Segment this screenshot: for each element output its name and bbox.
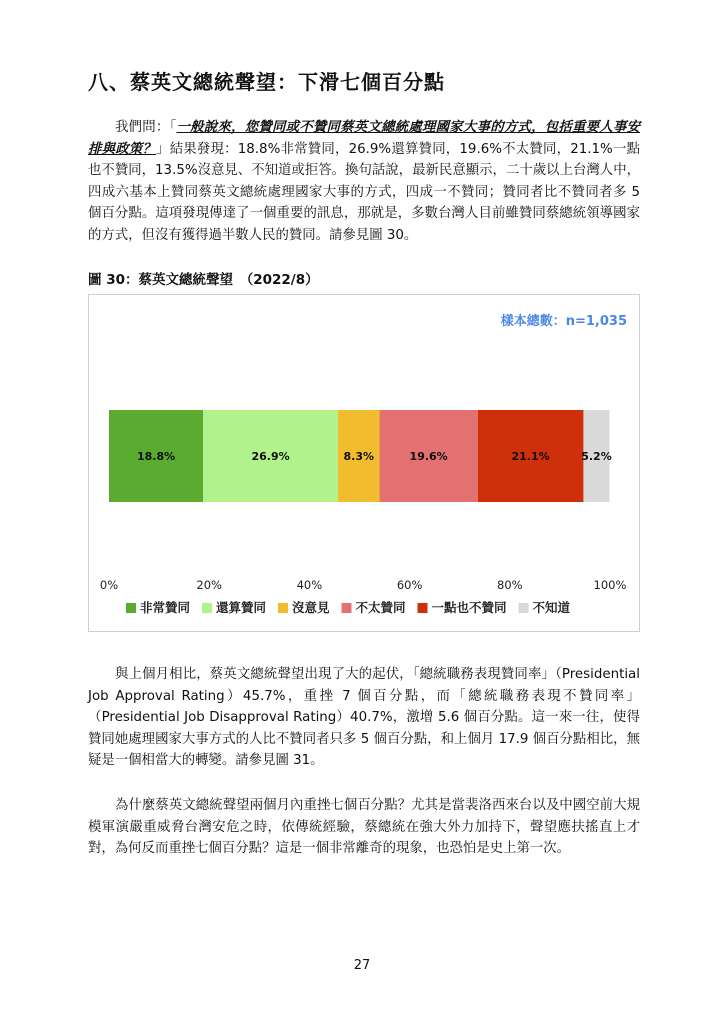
legend-swatch-2 — [202, 603, 212, 613]
data-label-6: 5.2% — [581, 450, 612, 463]
legend-swatch-4 — [342, 603, 352, 613]
chart-svg — [89, 295, 641, 633]
figure-caption: 圖 30：蔡英文總統聲望 （2022/8） — [88, 272, 319, 288]
legend-swatch-5 — [418, 603, 428, 613]
data-label-2: 26.9% — [251, 450, 290, 463]
legend-label-4: 不太贊同 — [355, 600, 406, 615]
intro-lead: 我們問：「 — [115, 120, 177, 135]
x-tick-label-3: 60% — [396, 578, 423, 592]
legend-label-5: 一點也不贊同 — [431, 600, 507, 615]
data-label-3: 8.3% — [343, 450, 375, 463]
legend-label-1: 非常贊同 — [140, 600, 191, 615]
section-heading: 八、蔡英文總統聲望：下滑七個百分點 — [88, 70, 445, 94]
data-label-4: 19.6% — [409, 450, 448, 463]
paragraph-analysis: 為什麼蔡英文總統聲望兩個月內重挫七個百分點？尤其是當裴洛西來台以及中國空前大規模軍演嚴重威脅台灣安危之時，依傳統經驗，蔡總統在強大外力加持下，聲望應扶搖直上才對，為何反而重挫七個百分點？這是一個非常離奇的現象，也恐怕是史上第一次。 — [88, 798, 640, 856]
legend-swatch-1 — [126, 603, 136, 613]
x-tick-label-1: 20% — [196, 578, 222, 592]
data-label-5: 21.1% — [511, 450, 550, 463]
survey-question: 一般說來，您贊同或不贊同蔡英文總統處理國家大事的方式，包括重要人事安排與政策？ — [88, 120, 640, 157]
approval-chart — [88, 294, 640, 632]
data-label-1: 18.8% — [137, 450, 176, 463]
intro-rest: 」結果發現：18.8%非常贊同，26.9%還算贊同，19.6%不太贊同，21.1%一點也不贊同，13.5%沒意見、不知道或拒答。換句話說，最新民意顯示，二十歲以上台灣人中，四成六基本上贊同蔡英文總統處理國家大事的方式，四成一不贊同；贊同者比不贊同者多 5 個百分點。這項發現傳達了一個重要的訊息，那就是，多數台灣人目前雖贊同蔡總統領導國家的方式，但沒有獲得過半數人民的贊同。請參見圖 30。 — [88, 141, 641, 243]
x-tick-label-0: 0% — [99, 578, 119, 592]
sample-size-note: 樣本總數：n=1,035 — [500, 314, 627, 329]
page-number: 27 — [353, 958, 371, 973]
x-tick-label-2: 40% — [296, 578, 323, 592]
paragraph-comparison: 與上個月相比，蔡英文總統聲望出現了大的起伏，「總統職務表現贊同率」（Presidential Job Approval Rating）45.7%，重挫 7 個百分點，而「總統職務表現不贊同率」（Presidential Job Disapproval Rating）40.7%，激增 5.6 個百分點。這一來一往，使得贊同她處理國家大事方式的人比不贊同者只多 5 個百分點，和上個月 17.9 個百分點相比，無疑是一個相當大的轉變。請參見圖 31。 — [88, 667, 640, 768]
paragraph-intro — [88, 117, 640, 246]
legend-label-2: 還算贊同 — [216, 600, 267, 615]
legend-swatch-3 — [278, 603, 288, 613]
x-tick-label-4: 80% — [497, 578, 523, 592]
legend-label-6: 不知道 — [532, 600, 571, 615]
x-tick-label-5: 100% — [593, 578, 627, 592]
legend-label-3: 沒意見 — [292, 600, 330, 615]
legend-swatch-6 — [519, 603, 529, 613]
